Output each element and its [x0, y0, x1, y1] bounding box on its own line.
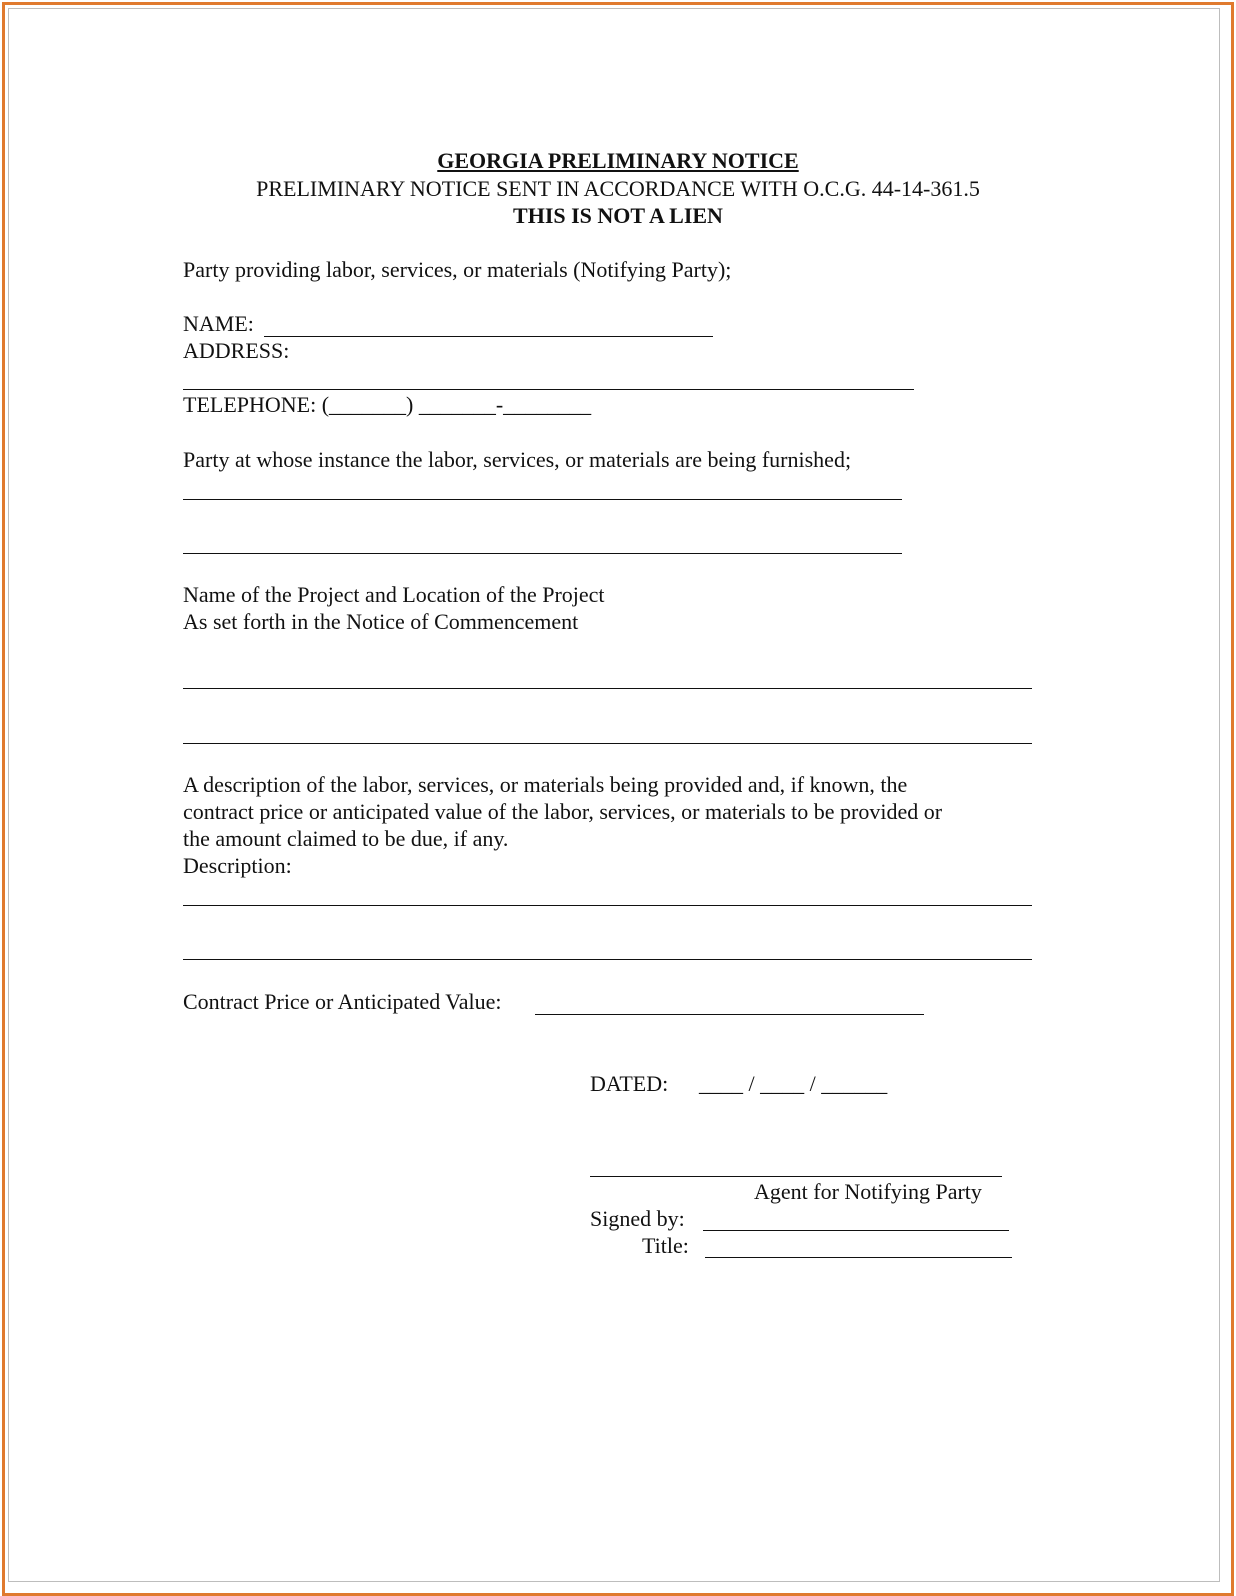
- project-field-2[interactable]: [183, 743, 1032, 744]
- project-heading: Name of the Project and Location of the Project: [183, 582, 605, 607]
- description-label: Description:: [183, 853, 292, 878]
- instance-party-field-1[interactable]: [183, 499, 902, 500]
- contract-price-label: Contract Price or Anticipated Value:: [183, 989, 502, 1014]
- description-field-1[interactable]: [183, 905, 1032, 906]
- project-subheading: As set forth in the Notice of Commencement: [183, 609, 579, 634]
- document-subtitle: PRELIMINARY NOTICE SENT IN ACCORDANCE WITH O.C.G. 44-14-361.5: [256, 176, 980, 201]
- not-lien-notice: THIS IS NOT A LIEN: [513, 203, 723, 228]
- agent-label: Agent for Notifying Party: [754, 1179, 982, 1204]
- name-field[interactable]: [264, 336, 713, 337]
- contract-price-field[interactable]: [535, 1014, 924, 1015]
- document-title: GEORGIA PRELIMINARY NOTICE: [437, 148, 799, 173]
- name-label: NAME:: [183, 311, 254, 336]
- dated-label: DATED:: [590, 1071, 669, 1096]
- signed-by-field[interactable]: [703, 1230, 1009, 1231]
- notifying-party-heading: Party providing labor, services, or materials (Notifying Party);: [183, 257, 732, 282]
- telephone-field[interactable]: TELEPHONE: (_______) _______-________: [183, 392, 592, 417]
- description-paragraph-line-3: the amount claimed to be due, if any.: [183, 826, 509, 851]
- instance-party-heading: Party at whose instance the labor, services, or materials are being furnished;: [183, 447, 852, 472]
- address-label: ADDRESS:: [183, 338, 290, 363]
- description-paragraph-line-1: A description of the labor, services, or materials being provided and, if known, the: [183, 772, 908, 797]
- title-field[interactable]: [705, 1257, 1012, 1258]
- description-field-2[interactable]: [183, 959, 1032, 960]
- signed-by-label: Signed by:: [590, 1206, 685, 1231]
- address-field[interactable]: [183, 389, 914, 390]
- agent-signature-field[interactable]: [590, 1176, 1002, 1177]
- instance-party-field-2[interactable]: [183, 553, 902, 554]
- project-field-1[interactable]: [183, 688, 1032, 689]
- dated-field[interactable]: ____ / ____ / ______: [699, 1071, 888, 1096]
- title-label: Title:: [642, 1233, 689, 1258]
- description-paragraph-line-2: contract price or anticipated value of the labor, services, or materials to be provided or: [183, 799, 943, 824]
